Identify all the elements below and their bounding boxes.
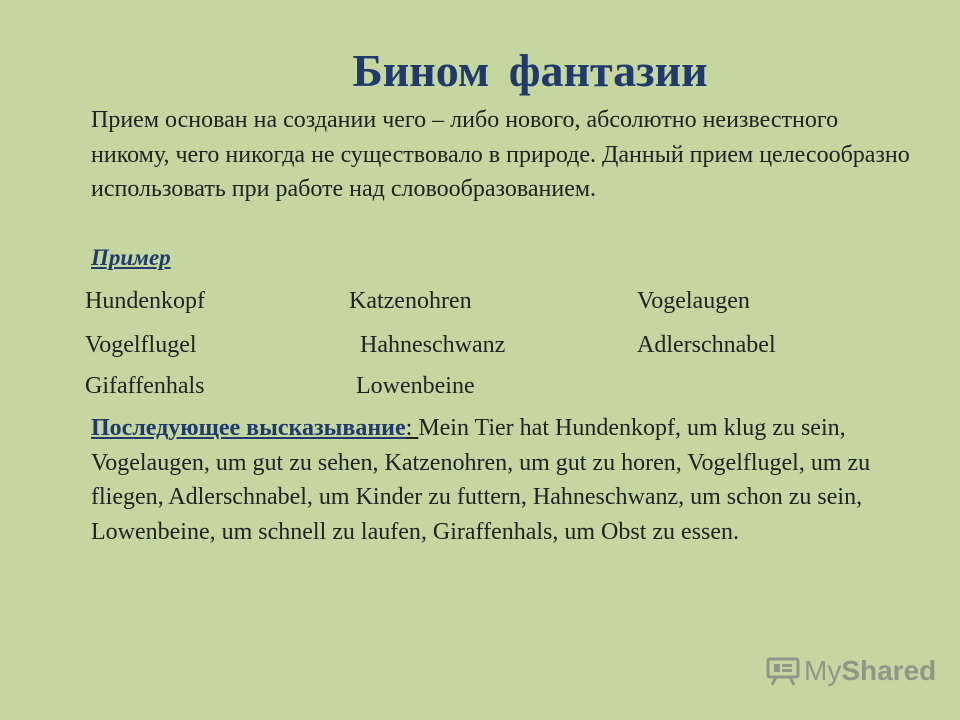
followup-separator: : <box>405 415 419 441</box>
word-adlerschnabel: Adlerschnabel <box>637 332 776 358</box>
word-hahneschwanz: Hahneschwanz <box>360 332 506 358</box>
intro-paragraph: Прием основан на создании чего – либо нового, абсолютно неизвестного никому, чего никогда не существовало в природе. Данный прием целесообразно использовать при работе над словообразованием. <box>91 107 910 202</box>
watermark-my: My <box>804 655 842 686</box>
example-label: Пример <box>91 245 171 270</box>
followup-paragraph <box>91 411 911 549</box>
word-hundenkopf: Hundenkopf <box>85 288 205 314</box>
word-gifaffenhals: Gifaffenhals <box>85 373 205 399</box>
slide-title: Бином фантазии <box>352 45 708 96</box>
projector-screen-icon <box>766 656 800 686</box>
word-katzenohren: Katzenohren <box>349 288 472 314</box>
word-vogelflugel: Vogelflugel <box>85 332 197 358</box>
followup-text: Mein Tier hat Hundenkopf, um klug zu sein, Vogelaugen, um gut zu sehen, Katzenohren, um gut zu horen, Vogelflugel, um zu fliegen, Adlerschnabel, um Kinder zu futtern, Hahneschwanz, um schon zu sein, Lowenbeine, um schnell zu laufen, Giraffenhals, um Obst zu essen. <box>91 415 871 545</box>
word-lowenbeine: Lowenbeine <box>356 373 475 399</box>
followup-label: Последующее высказывание <box>91 415 406 441</box>
myshared-watermark <box>766 655 936 687</box>
watermark-shared: Shared <box>841 655 937 686</box>
word-vogelaugen: Vogelaugen <box>637 288 750 314</box>
